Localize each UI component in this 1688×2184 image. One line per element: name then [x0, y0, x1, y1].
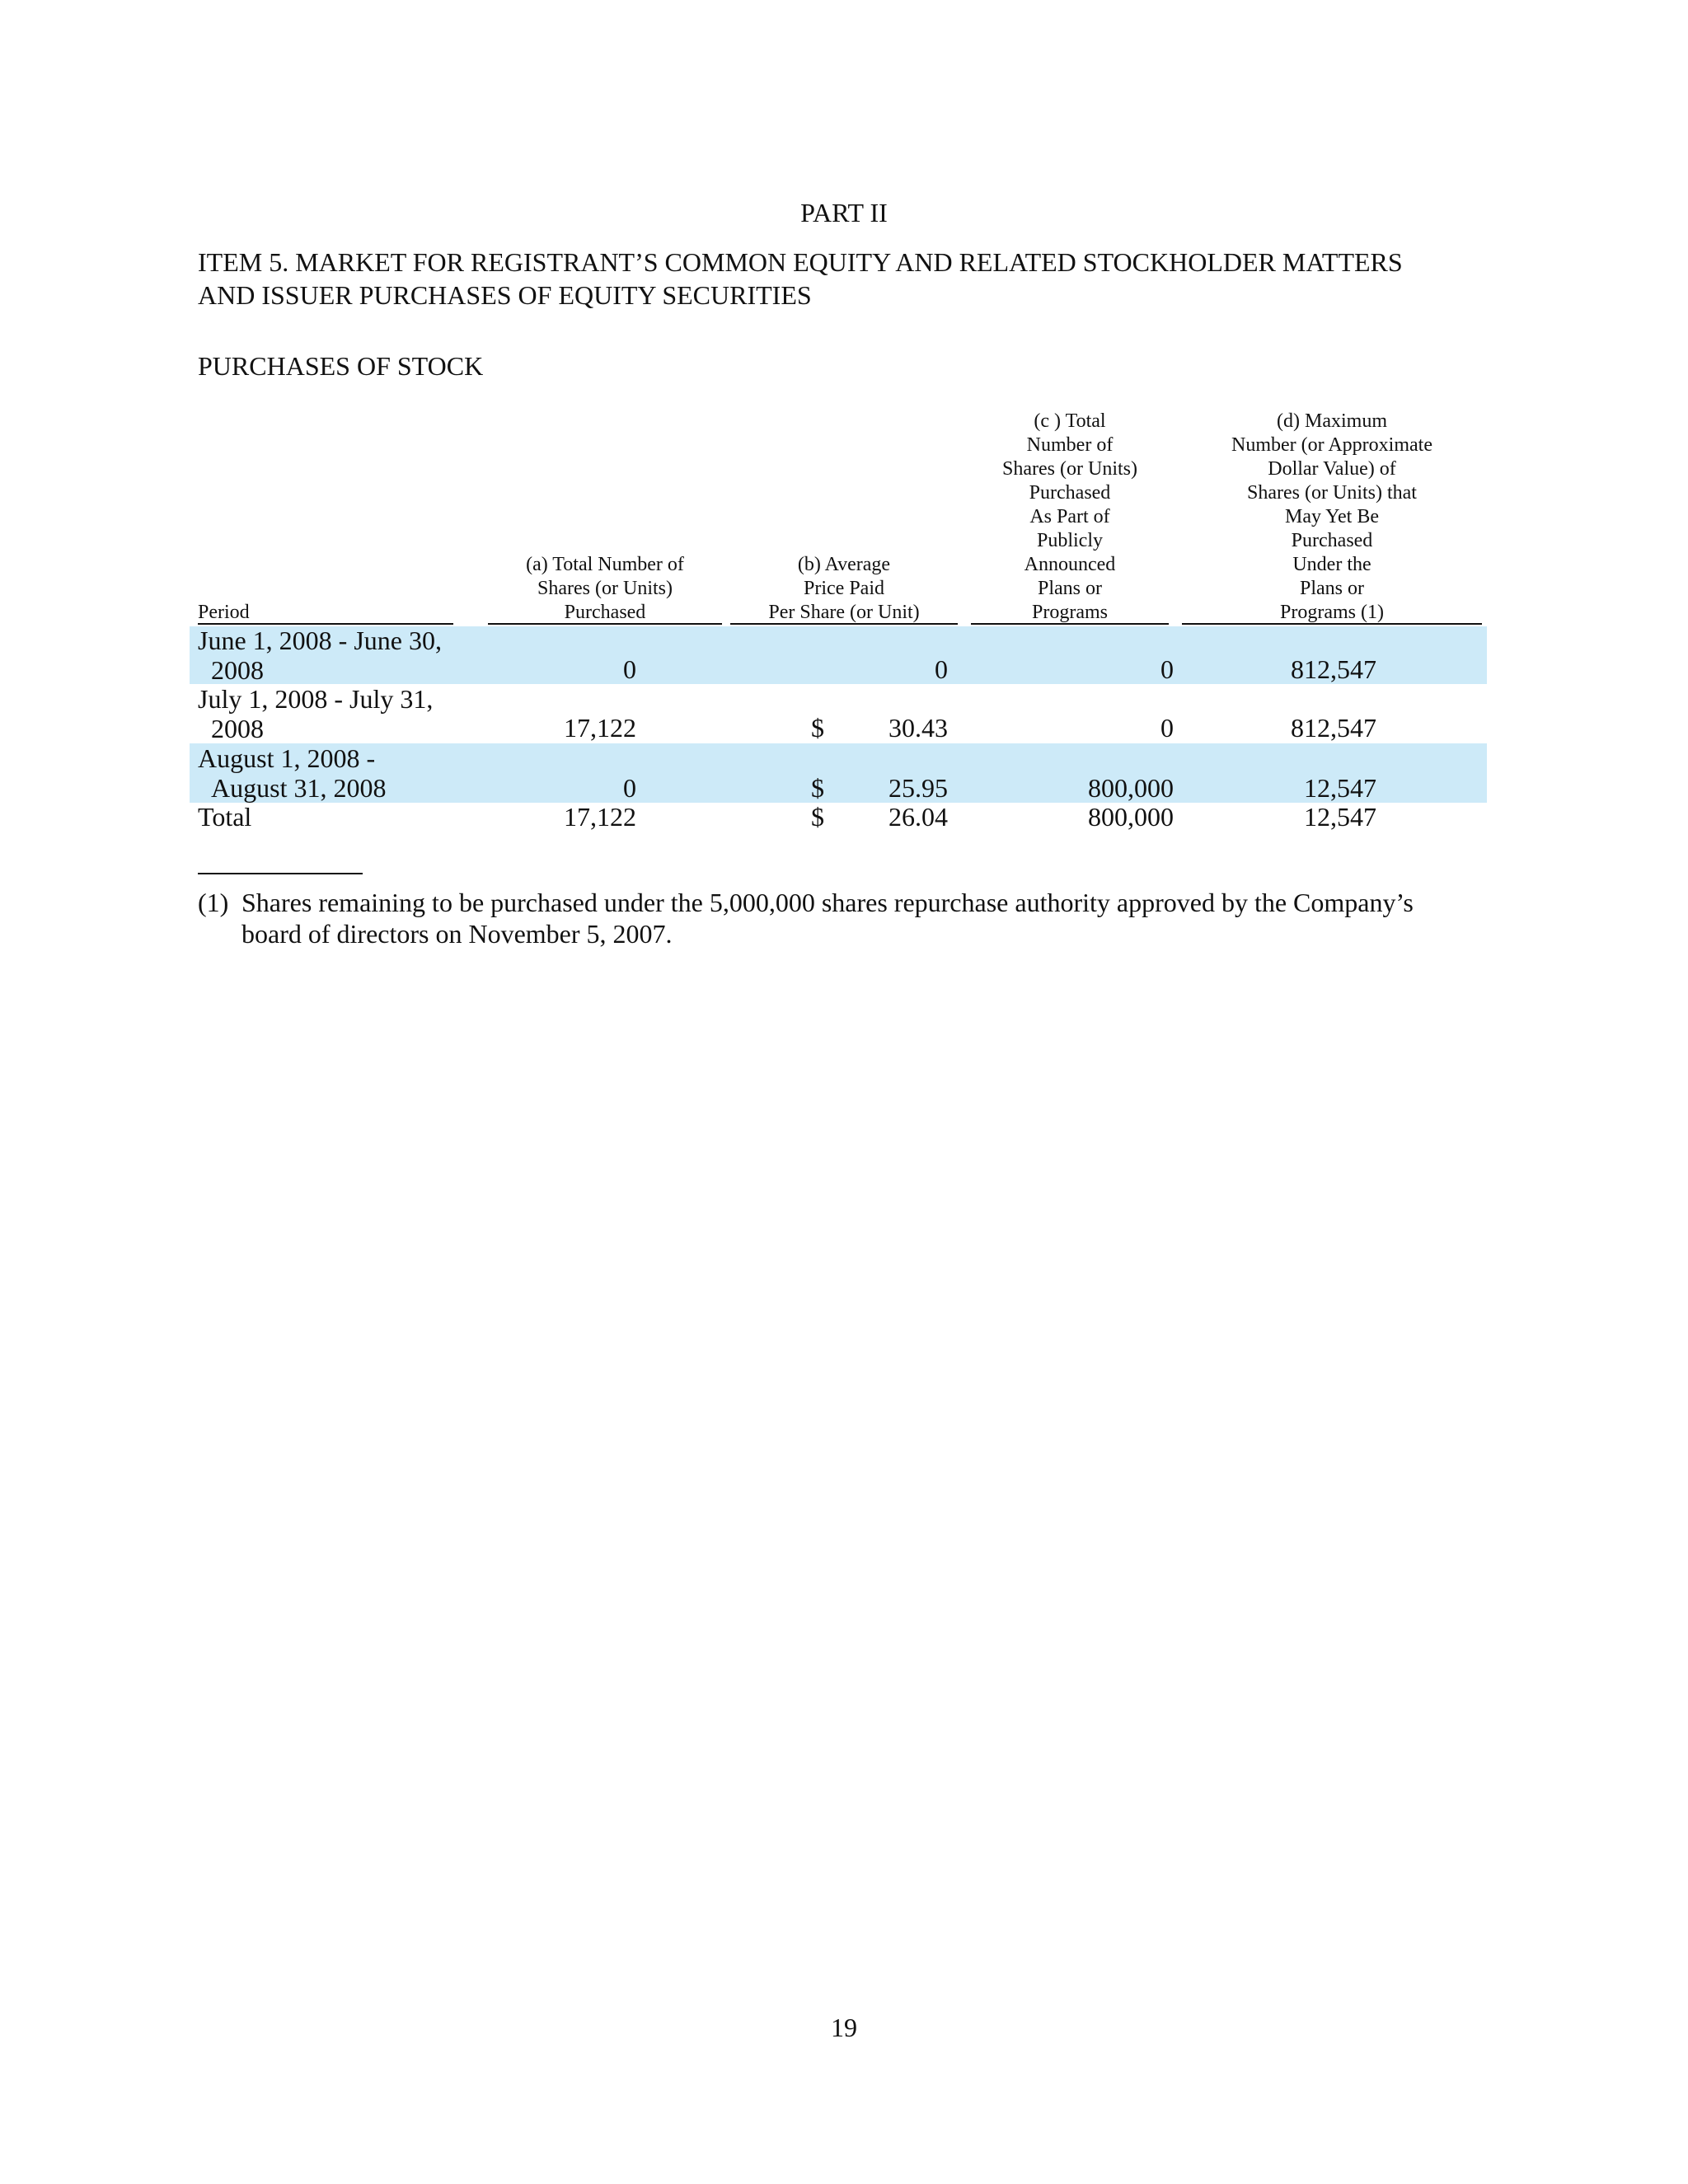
- row-period: June 1, 2008 - June 30, 2008: [198, 626, 442, 685]
- row-average-price: 25.95: [889, 773, 948, 803]
- row-period: July 1, 2008 - July 31, 2008: [198, 684, 434, 743]
- row-publicly-announced: 0: [1160, 654, 1174, 684]
- row-maximum-remaining: 812,547: [1291, 713, 1376, 743]
- row-total-shares: 17,122: [564, 713, 636, 743]
- footnote-marker: (1): [198, 888, 229, 917]
- total-dollar-sign: $: [811, 802, 824, 832]
- row-average-price: 30.43: [889, 713, 948, 743]
- row-total-shares: 0: [623, 773, 636, 803]
- row-publicly-announced: 800,000: [1088, 773, 1174, 803]
- header-rule-period: [198, 623, 453, 625]
- total-label: Total: [198, 802, 252, 832]
- footnote-divider: [198, 873, 363, 874]
- row-total-shares: 0: [623, 654, 636, 684]
- header-period: Period: [198, 602, 250, 623]
- section-title: PURCHASES OF STOCK: [198, 351, 484, 381]
- row-maximum-remaining: 12,547: [1304, 773, 1376, 803]
- table-row: [190, 743, 1487, 803]
- item-title-line-2: AND ISSUER PURCHASES OF EQUITY SECURITIES: [198, 280, 812, 310]
- row-maximum-remaining: 812,547: [1291, 654, 1376, 684]
- header-publicly-announced: (c ) Total Number of Shares (or Units) Purchased As Part of Publicly Announced Plans or Programs: [1002, 410, 1137, 623]
- page-number: 19: [831, 2013, 857, 2042]
- row-publicly-announced: 0: [1160, 713, 1174, 743]
- row-period: August 1, 2008 - August 31, 2008: [198, 743, 387, 803]
- header-rule-b: [730, 623, 958, 625]
- header-rule-d: [1182, 623, 1482, 625]
- row-average-price: 0: [935, 654, 948, 684]
- table-total-row: [190, 803, 1487, 836]
- row-dollar-sign: $: [811, 713, 824, 743]
- footnote-text: Shares remaining to be purchased under the 5,000,000 shares repurchase authority approved by the Company’s board of directors on November 5, 2007.: [241, 888, 1414, 949]
- table-row: [190, 684, 1487, 743]
- header-average-price: (b) Average Price Paid Per Share (or Unit): [768, 554, 920, 623]
- total-average-price: 26.04: [889, 802, 948, 832]
- item-title-line-1: ITEM 5. MARKET FOR REGISTRANT’S COMMON EQUITY AND RELATED STOCKHOLDER MATTERS: [198, 247, 1403, 277]
- total-maximum-remaining: 12,547: [1304, 802, 1376, 832]
- part-title: PART II: [800, 198, 888, 227]
- header-maximum-remaining: (d) Maximum Number (or Approximate Dollar Value) of Shares (or Units) that May Yet Be Purchased Under the Plans or Programs (1): [1231, 410, 1432, 623]
- row-dollar-sign: $: [811, 773, 824, 803]
- table-row: [190, 626, 1487, 684]
- item-title: [198, 246, 1517, 312]
- header-rule-a: [488, 623, 722, 625]
- header-total-shares: (a) Total Number of Shares (or Units) Purchased: [526, 554, 684, 623]
- header-rule-c: [971, 623, 1169, 625]
- total-publicly-announced: 800,000: [1088, 802, 1174, 832]
- total-shares: 17,122: [564, 802, 636, 832]
